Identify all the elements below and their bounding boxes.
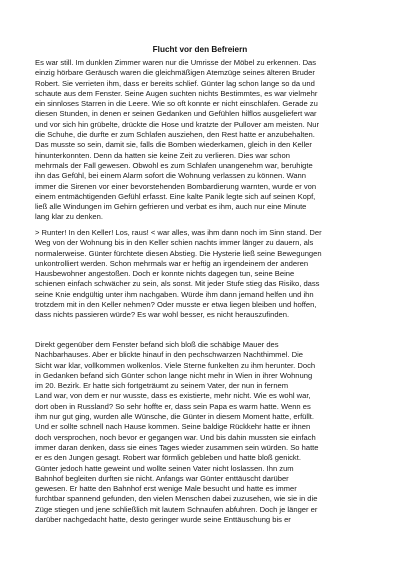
text-line: seine Knie endgültig unter ihm nachgaben. Würde ihm dann jemand helfen und ihn xyxy=(35,289,314,299)
text-line: immer daran denken, dass sie eines Tages wieder zusammen sein würden. So hatte xyxy=(35,442,319,452)
document-title: Flucht vor den Befreiern xyxy=(152,45,248,54)
text-line: schienen einfach schwächer zu sein, als sonst. Mit jeder Stufe stieg das Risiko, dass xyxy=(35,279,320,289)
text-line: dass nichts passieren würde? Es war wohl besser, es nicht herauszufinden. xyxy=(35,310,290,320)
text-line: Bahnhof begleiten durften sie nicht. Anfangs war Günter enttäuscht darüber xyxy=(35,473,289,483)
text-line: Land war, von dem er nur wusste, dass es existierte, mehr nicht. Wie es wohl war, xyxy=(35,391,311,401)
text-line: hinunterkonnten. Denn da hatten sie keine Zeit zu verlieren. Dies war schon xyxy=(35,150,290,160)
text-line: doch versprochen, noch bevor er gegangen war. Und bis dahin mussten sie einfach xyxy=(35,432,316,442)
text-line: und vor sich hin grübelte, drückte die Hose und kratzte der Pullover am meisten. Nur xyxy=(35,119,320,129)
paragraph-1 xyxy=(35,58,369,223)
text-line: mehrmals der Fall gewesen. Obwohl es zum Schlafen unangenehm war, beruhigte xyxy=(35,160,313,170)
text-line: diesen Stunden, in denen er seinen Gedanken und Gefühlen hilflos ausgeliefert war xyxy=(35,109,317,119)
paragraph-3 xyxy=(35,340,369,525)
text-line: im 20. Bezirk. Er hatte sich fortgeträumt zu seinem Vater, der nun in fernem xyxy=(35,381,289,391)
text-line: trotzdem mit in den Keller nehmen? Oder musste er etwa liegen bleiben und hoffen, xyxy=(35,300,317,310)
text-line: Weg von der Wohnung bis in den Keller schien nachts immer länger zu dauern, als xyxy=(35,238,314,248)
text-line: er es den Jungen gesagt. Robert war förmlich gebleben und hatte bloß genickt. xyxy=(35,453,301,463)
text-line: schaute aus dem Fenster. Seine Augen suchten nichts Bestimmtes, es war vielmehr xyxy=(35,88,318,98)
text-line: ihn das Gefühl, bei einem Alarm sofort die Wohnung verlassen zu können. Wann xyxy=(35,171,306,181)
text-line: > Runter! In den Keller! Los, raus! < war alles, was ihm dann noch im Sinn stand. Der xyxy=(35,228,322,237)
text-line: Direkt gegenüber dem Fenster befand sich bloß die schäbige Mauer des xyxy=(35,340,279,349)
text-line: ließ alle Windungen im Gehirn gefrieren und verbat es ihm, auch nur eine Minute xyxy=(35,202,307,212)
text-line: ein sinnloses Starren in die Leere. Wie so oft konnte er nicht einschlafen. Gerade zu xyxy=(35,99,318,109)
text-line: die Schuhe, die durfte er zum Schlafen ausziehen, den Rest hatte er anzubehalten. xyxy=(35,130,315,140)
text-line: Züge stiegen und jene schließlich mit lautem Schnaufen abfuhren. Doch je länger er xyxy=(35,504,318,514)
text-line: einem entmächtigenden Gefühl erfasst. Eine kalte Panik legte sich auf seinen Kopf, xyxy=(35,191,316,201)
text-line: Nachbarhauses. Aber er blickte hinauf in den pechschwarzen Nachthimmel. Die xyxy=(35,350,304,360)
text-line: einzig hörbare Geräusch waren die gleichmäßigen Atemzüge seines älteren Bruder xyxy=(35,68,315,78)
text-line: ihm nur gut ging, wurden alle Wünsche, die Günter in diesem Moment hatte, erfüllt. xyxy=(35,412,314,422)
text-line: Hausbewohner angestoßen. Doch er konnte nichts dagegen tun, seine Beine xyxy=(35,269,295,279)
text-line: dort oben in Russland? So sehr hoffte er, dass sein Papa es warm hatte. Wenn es xyxy=(35,401,311,411)
text-line: Das musste so sein, damit sie, falls die Bomben wiederkamen, gleich in den Keller xyxy=(35,140,312,150)
text-line: furchtbar spannend gefunden, den vielen Menschen dabei zuzusehen, wie sie in die xyxy=(35,494,318,504)
text-line: immer die Sirenen vor einer bevorstehenden Bombardierung warnten, wurde er von xyxy=(35,181,317,191)
text-line: lang klar zu denken. xyxy=(35,212,103,222)
text-line: Und er sollte schnell nach Hause kommen. Seine baldige Rückkehr hatte er ihnen xyxy=(35,422,311,432)
text-line: Günter jedoch hatte geweint und wollte seinen Vater nicht loslassen. Ihn zum xyxy=(35,463,294,473)
text-line: Sicht war klar, vollkommen wolkenlos. Viele Sterne funkelten zu ihm herunter. Doch xyxy=(35,360,316,370)
text-line: Es war still. Im dunklen Zimmer waren nur die Umrisse der Möbel zu erkennen. Das xyxy=(35,58,317,67)
text-line: Robert. Sie verrieten ihm, dass er bereits schlief. Günter lag schon lange so da und xyxy=(35,78,315,88)
text-line: unkontrolliert werden. Schon mehrmals war er heftig an irgendeinem der anderen xyxy=(35,258,309,268)
text-line: normalerweise. Günter fürchtete diesen Abstieg. Die Hysterie ließ seine Bewegungen xyxy=(35,248,322,258)
text-line: darüber nachgedacht hatte, desto geringer wurde seine Enttäuschung bis er xyxy=(35,515,291,525)
text-line: in Gedanken befand sich Günter schon lange nicht mehr in Wien in ihrer Wohnung xyxy=(35,370,313,380)
paragraph-2 xyxy=(35,228,369,321)
text-line: gewesen. Er hatte den Bahnhof erst wenige Male besucht und hatte es immer xyxy=(35,484,297,494)
